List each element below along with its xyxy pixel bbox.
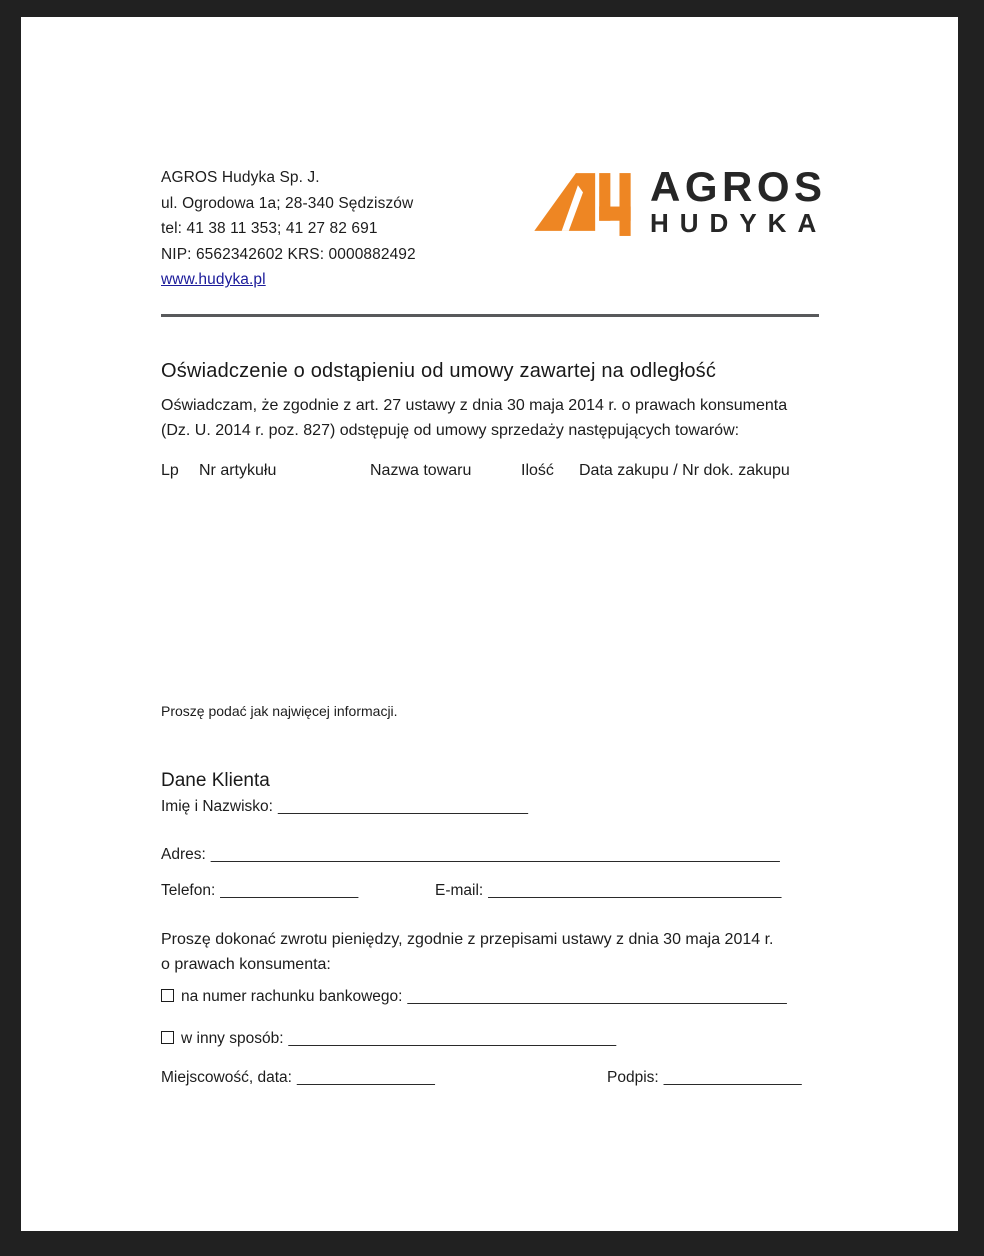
full-name-blank-line: _____________________________	[277, 798, 528, 815]
bank-account-checkbox[interactable]	[161, 989, 174, 1002]
document-title: Oświadczenie o odstąpieniu od umowy zawartej na odległość	[161, 360, 717, 382]
items-table-header	[161, 462, 841, 484]
place-date-label: Miejscowość, data:	[161, 1069, 292, 1086]
refund-instruction-line-2: o prawach konsumenta:	[161, 956, 331, 974]
bank-account-blank-line: ____________________________________________	[407, 988, 787, 1005]
other-method-blank-line: ______________________________________	[288, 1030, 617, 1047]
refund-instruction-line-1: Proszę dokonać zwrotu pieniędzy, zgodnie z przepisami ustawy z dnia 30 maja 2014 r.	[161, 931, 774, 948]
column-header-product-name: Nazwa towaru	[370, 462, 472, 479]
field-email	[435, 882, 781, 900]
logo-ah-monogram-icon	[533, 167, 635, 240]
email-label: E-mail:	[435, 882, 484, 899]
refund-option-bank-account	[161, 988, 787, 1006]
field-phone	[161, 882, 358, 899]
address-label: Adres:	[161, 846, 206, 863]
company-info-block	[161, 165, 416, 293]
place-date-blank-line: ________________	[296, 1069, 435, 1086]
intro-line-1: Oświadczam, że zgodnie z art. 27 ustawy z dnia 30 maja 2014 r. o prawach konsumenta	[161, 397, 788, 414]
website-link[interactable]: www.hudyka.pl	[161, 271, 266, 289]
signature-row	[161, 1069, 841, 1087]
refund-option-other	[161, 1030, 616, 1048]
company-name: AGROS Hudyka Sp. J.	[161, 169, 320, 186]
document-page	[21, 17, 958, 1231]
intro-line-2: (Dz. U. 2014 r. poz. 827) odstępuję od umowy sprzedaży następujących towarów:	[161, 422, 740, 440]
signature-label: Podpis:	[607, 1069, 659, 1086]
phone-label: Telefon:	[161, 882, 216, 899]
field-full-name	[161, 798, 528, 816]
column-header-quantity: Ilość	[521, 462, 554, 479]
logo-wordmark-primary: AGROS	[650, 163, 827, 210]
field-signature	[607, 1069, 802, 1087]
header-divider	[161, 314, 819, 317]
other-method-checkbox[interactable]	[161, 1031, 174, 1044]
logo-wordmark	[650, 163, 828, 238]
email-blank-line: __________________________________	[488, 882, 782, 899]
document-intro	[161, 393, 787, 444]
full-name-label: Imię i Nazwisko:	[161, 798, 273, 815]
field-phone-email-row	[161, 882, 841, 900]
column-header-purchase-date: Data zakupu / Nr dok. zakupu	[579, 462, 790, 479]
signature-blank-line: ________________	[663, 1069, 802, 1086]
company-address: ul. Ogrodowa 1a; 28-340 Sędziszów	[161, 194, 414, 212]
address-blank-line: __________________________________________________________________	[210, 846, 780, 863]
field-address	[161, 846, 780, 864]
customer-section-heading: Dane Klienta	[161, 770, 270, 791]
info-note: Proszę podać jak najwięcej informacji.	[161, 703, 398, 719]
company-logo	[533, 163, 828, 240]
other-method-label: w inny sposób:	[181, 1030, 284, 1047]
field-place-date	[161, 1069, 435, 1086]
column-header-lp: Lp	[161, 462, 179, 479]
company-registration: NIP: 6562342602 KRS: 0000882492	[161, 245, 416, 263]
column-header-article-number: Nr artykułu	[199, 462, 277, 479]
logo-wordmark-secondary: HUDYKA	[650, 208, 828, 238]
bank-account-label: na numer rachunku bankowego:	[181, 988, 403, 1005]
company-phone: tel: 41 38 11 353; 41 27 82 691	[161, 220, 378, 238]
phone-blank-line: ________________	[220, 882, 359, 899]
refund-instruction	[161, 927, 773, 978]
